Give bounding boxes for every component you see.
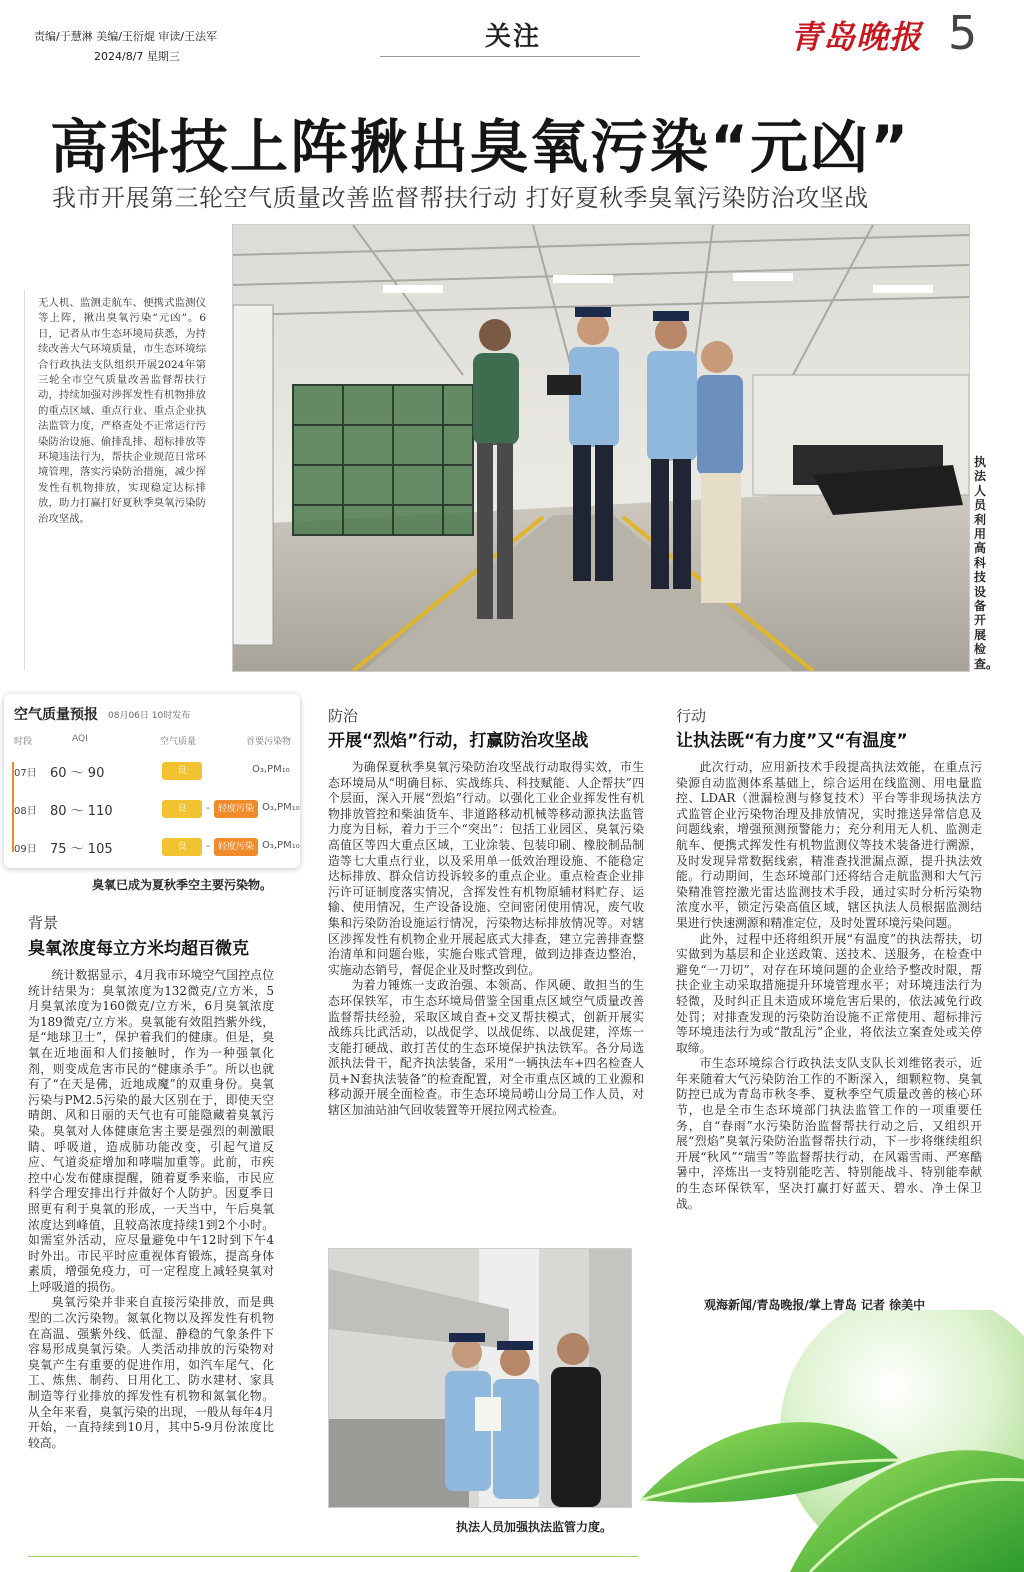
aqi-level-badge: 良 <box>162 762 202 780</box>
paragraph: 为着力锤炼一支政治强、本领高、作风硬、敢担当的生态环保铁军，市生态环境局借鉴全国重点区域空气质量改善监督帮扶经验，采取区域自查+交叉帮扶模式，创新开展实战练兵比武活动，以战促学、以战促练、以战促建，淬炼一支能打硬战、敢打苦仗的生态环境保护执法铁军。各分局选派执法骨干，配齐执法装备，采用“一辆执法车+四名检查人员+N套执法装备”的检查配置，对全市重点区域的工业源和移动源开展全面检查。市生态环境局崂山分局工作人员，对辖区加油站油气回收装置等开展拉网式检查。 <box>328 978 644 1118</box>
subheadline: 我市开展第三轮空气质量改善监督帮扶行动 打好夏秋季臭氧污染防治攻坚战 <box>52 184 869 212</box>
editor-credits: 责编/于慧淋 美编/王衍焜 审读/王法军 <box>34 30 218 43</box>
newspaper-logo: 青岛晚报 <box>790 18 923 56</box>
aqi-row <box>4 798 300 822</box>
section-rule <box>380 56 640 57</box>
main-photo-caption: 执法人员利用高科技设备开展检查。 <box>974 455 999 671</box>
air-quality-forecast-card <box>4 694 300 868</box>
factory-inspection-photo <box>233 225 969 671</box>
paragraph: 臭氧污染并非来自直接污染排放，而是典型的二次污染物。氮氧化物以及挥发性有机物在高温、强紫外线、低湿、静稳的气象条件下容易形成臭氧污染。人类活动排放的污染物对臭氧产生有重要的促进作用，如汽车尾气、化工、炼焦、制药、日用化工、防水建材、家具制造等行业排放的挥发性有机物和氮氧化物。从全年来看，臭氧污染的出现，一般从每年4月开始，一直持续到10月，其中5-9月份浓度比较高。 <box>28 1295 274 1450</box>
aqi-pollutant: O₃,PM₁₀ <box>262 840 300 851</box>
second-photo-caption: 执法人员加强执法监管力度。 <box>456 1520 613 1534</box>
aqi-level-badge: 良 <box>162 800 202 818</box>
col2-body <box>328 760 644 1234</box>
paragraph: 为确保夏秋季臭氧污染防治攻坚战行动取得实效，市生态环境局从“明确目标、实战练兵、科技赋能、人企帮扶”四个层面，深入开展“烈焰”行动。以强化工业企业挥发性有机物排放管控和柴油货车、非道路移动机械等移动源执法监管力度为目标，着力于三个“突出”：包括工业园区、臭氧污染高值区等四大重点区域，工业涂装、包装印刷、橡胶制品制造等七大重点行业，以及采用单一低效治理设施、不能稳定达标排放、群众信访投诉较多的重点企业。重点检查企业排污许可证制度落实情况，含挥发性有机物原辅材料贮存、运输、使用情况，生产设备设施、空间密闭使用情况，废气收集和污染防治设施运行情况，污染物达标排放情况等。对辖区涉挥发性有机物企业开展起底式大排查，建立完善排查整治清单和问题台账，实施台账式管理，做到边排查边整治，实施动态销号，督促企业及时整改到位。 <box>328 760 644 977</box>
col3-kicker: 行动 <box>676 707 707 725</box>
byline: 观海新闻/青岛晚报/掌上青岛 记者 徐美中 <box>704 1298 926 1312</box>
col3-body <box>676 760 982 1290</box>
aqi-level-badge: 良 <box>162 838 202 856</box>
aqi-row <box>4 760 300 784</box>
paragraph: 此次行动，应用新技术手段提高执法效能，在重点污染源自动监测体系基础上，综合运用在线监测、用电量监控、LDAR（泄漏检测与修复技术）平台等非现场执法方式监管企业污染物治理及排放情况，实时推送异常信息及问题线索，增强预测预警能力；充分利用无人机、监测走航车、便携式挥发性有机物监测仪等技术装备进行溯源，及时发现异常数据线索，精准查找泄漏点源，提升执法效能。行动期间，生态环境部门还将结合走航监测和大气污染精准管控激光雷达监测技术手段，通过实时分析污染物浓度水平，锁定污染高值区域，辖区执法人员根据监测结果进行快速溯源和精准定位，及时处置环境污染问题。 <box>676 760 982 930</box>
bottom-rule <box>28 1556 638 1557</box>
col2-kicker: 防治 <box>328 707 359 725</box>
aqi-published-time: 08月06日 10时发布 <box>108 711 191 721</box>
paragraph: 此外，过程中还将组织开展“有温度”的执法帮扶，切实做到为基层和企业送政策、送技术、送服务，在检查中避免“一刀切”，对存在环境问题的企业给予整改时限，帮扶企业主动采取措施提升环境管理水平；对环境违法行为轻微，及时纠正且未造成环境危害后果的，依法减免行政处罚；对排查发现的污染防治设施不正常使用、超标排污等环境违法行为或“散乱污”企业，将依法立案查处或关停取缔。 <box>676 931 982 1055</box>
issue-date: 2024/8/7 星期三 <box>94 50 180 63</box>
main-photo <box>232 224 970 672</box>
second-photo <box>328 1248 632 1508</box>
aqi-level-badge-secondary: 轻度污染 <box>214 800 258 818</box>
aqi-row <box>4 836 300 860</box>
section-label: 关注 <box>484 22 541 52</box>
aqi-range: 60 ～ 90 <box>50 766 105 781</box>
masthead-credits <box>34 27 217 67</box>
officers-inspecting-photo <box>329 1249 631 1507</box>
aqi-header-aqi: AQI <box>72 734 88 744</box>
col3-heading: 让执法既“有力度”又“有温度” <box>676 731 908 751</box>
col1-kicker: 背景 <box>28 914 59 932</box>
paragraph: 统计数据显示，4月我市环境空气国控点位统计结果为：臭氧浓度为132微克/立方米，5月臭氧浓度为160微克/立方米，6月臭氧浓度为189微克/立方米。臭氧能有效阻挡紫外线，是“地球卫士”，保护着我们的健康。但是，臭氧在近地面和人们接触时，作为一种强氧化剂，则变成危害市民的“健康杀手”。所以也就有了“在天是佛，近地成魔”的双重身份。臭氧污染与PM2.5污染的最大区别在于，即使天空晴朗、风和日丽的天气也有可能隐藏着臭氧污染。臭氧对人体健康危害主要是强烈的刺激眼睛、呼吸道，造成肺功能改变，引起气道反应、气道炎症增加和哮喘加重等。此前，市疾控中心发布健康提醒，随着夏季来临，市民应科学合理安排出行并做好个人防护。因夏季日照更有利于臭氧的形成，一天当中，午后臭氧浓度达到峰值，且较高浓度持续1到2个小时。如需室外活动，应尽量避免中午12时到下午4时外出。市民平时应重视体育锻炼，提高身体素质，增强免疫力，可一定程度上减轻臭氧对上呼吸道的损伤。 <box>28 968 274 1294</box>
aqi-header-pollutant: 首要污染物 <box>246 737 292 747</box>
aqi-card-caption: 臭氧已成为夏秋季空主要污染物。 <box>92 878 273 892</box>
aqi-day: 09日 <box>14 844 37 855</box>
aqi-day: 07日 <box>14 768 37 779</box>
aqi-header-quality: 空气质量 <box>160 737 197 747</box>
page-number: 5 <box>948 6 978 60</box>
column-divider <box>24 290 25 670</box>
col1-heading: 臭氧浓度每立方米均超百微克 <box>28 939 249 959</box>
aqi-pollutant: O₃,PM₁₀ <box>262 802 300 813</box>
col1-body <box>28 968 274 1538</box>
green-leaf-globe-icon <box>640 1310 1024 1572</box>
headline: 高科技上阵揪出臭氧污染“元凶” <box>50 113 911 181</box>
aqi-day: 08日 <box>14 806 37 817</box>
aqi-range: 75 ～ 105 <box>50 842 113 857</box>
aqi-card-title: 空气质量预报 <box>14 707 98 723</box>
aqi-header-period: 时段 <box>14 737 33 747</box>
col2-heading: 开展“烈焰”行动，打赢防治攻坚战 <box>328 731 589 751</box>
aqi-level-separator: - <box>206 839 210 852</box>
aqi-pollutant: O₃,PM₁₀ <box>252 764 290 775</box>
aqi-range: 80 ～ 110 <box>50 804 113 819</box>
paragraph: 市生态环境综合行政执法支队支队长刘维铭表示，近年来随着大气污染防治工作的不断深入，细颗粒物、臭氧防控已成为青岛市秋冬季、夏秋季空气质量改善的核心环节，也是全市生态环境部门执法监管工作的一项重要任务，自“春雨”水污染防治监督帮扶行动之后，又组织开展“烈焰”臭氧污染防治监督帮扶行动，下一步将继续组织开展“秋风”“瑞雪”等监督帮扶行动，在风霜雪雨、严寒酷暑中，淬炼出一支特别能吃苦、特别能战斗、特别能奉献的生态环保铁军，坚决打赢打好蓝天、碧水、净土保卫战。 <box>676 1056 982 1211</box>
aqi-level-badge-secondary: 轻度污染 <box>214 838 258 856</box>
aqi-level-separator: - <box>206 801 210 814</box>
lead-paragraph: 无人机、监测走航车、便携式监测仪等上阵，揪出臭氧污染“元凶”。6日，记者从市生态环境局获悉，为持续改善大气环境质量，市生态环境综合行政执法支队组织开展2024年第三轮全市空气质量改善监督帮扶行动，持续加强对涉挥发性有机物排放的重点区域、重点行业、重点企业执法监管力度，严格查处不正常运行污染防治设施、偷排乱排、超标排放等环境违法行为，帮扶企业规范日常环境管理，落实污染防治措施，减少挥发性有机物排放，实现稳定达标排放，助力打赢打好夏秋季臭氧污染防治攻坚战。 <box>38 297 206 525</box>
